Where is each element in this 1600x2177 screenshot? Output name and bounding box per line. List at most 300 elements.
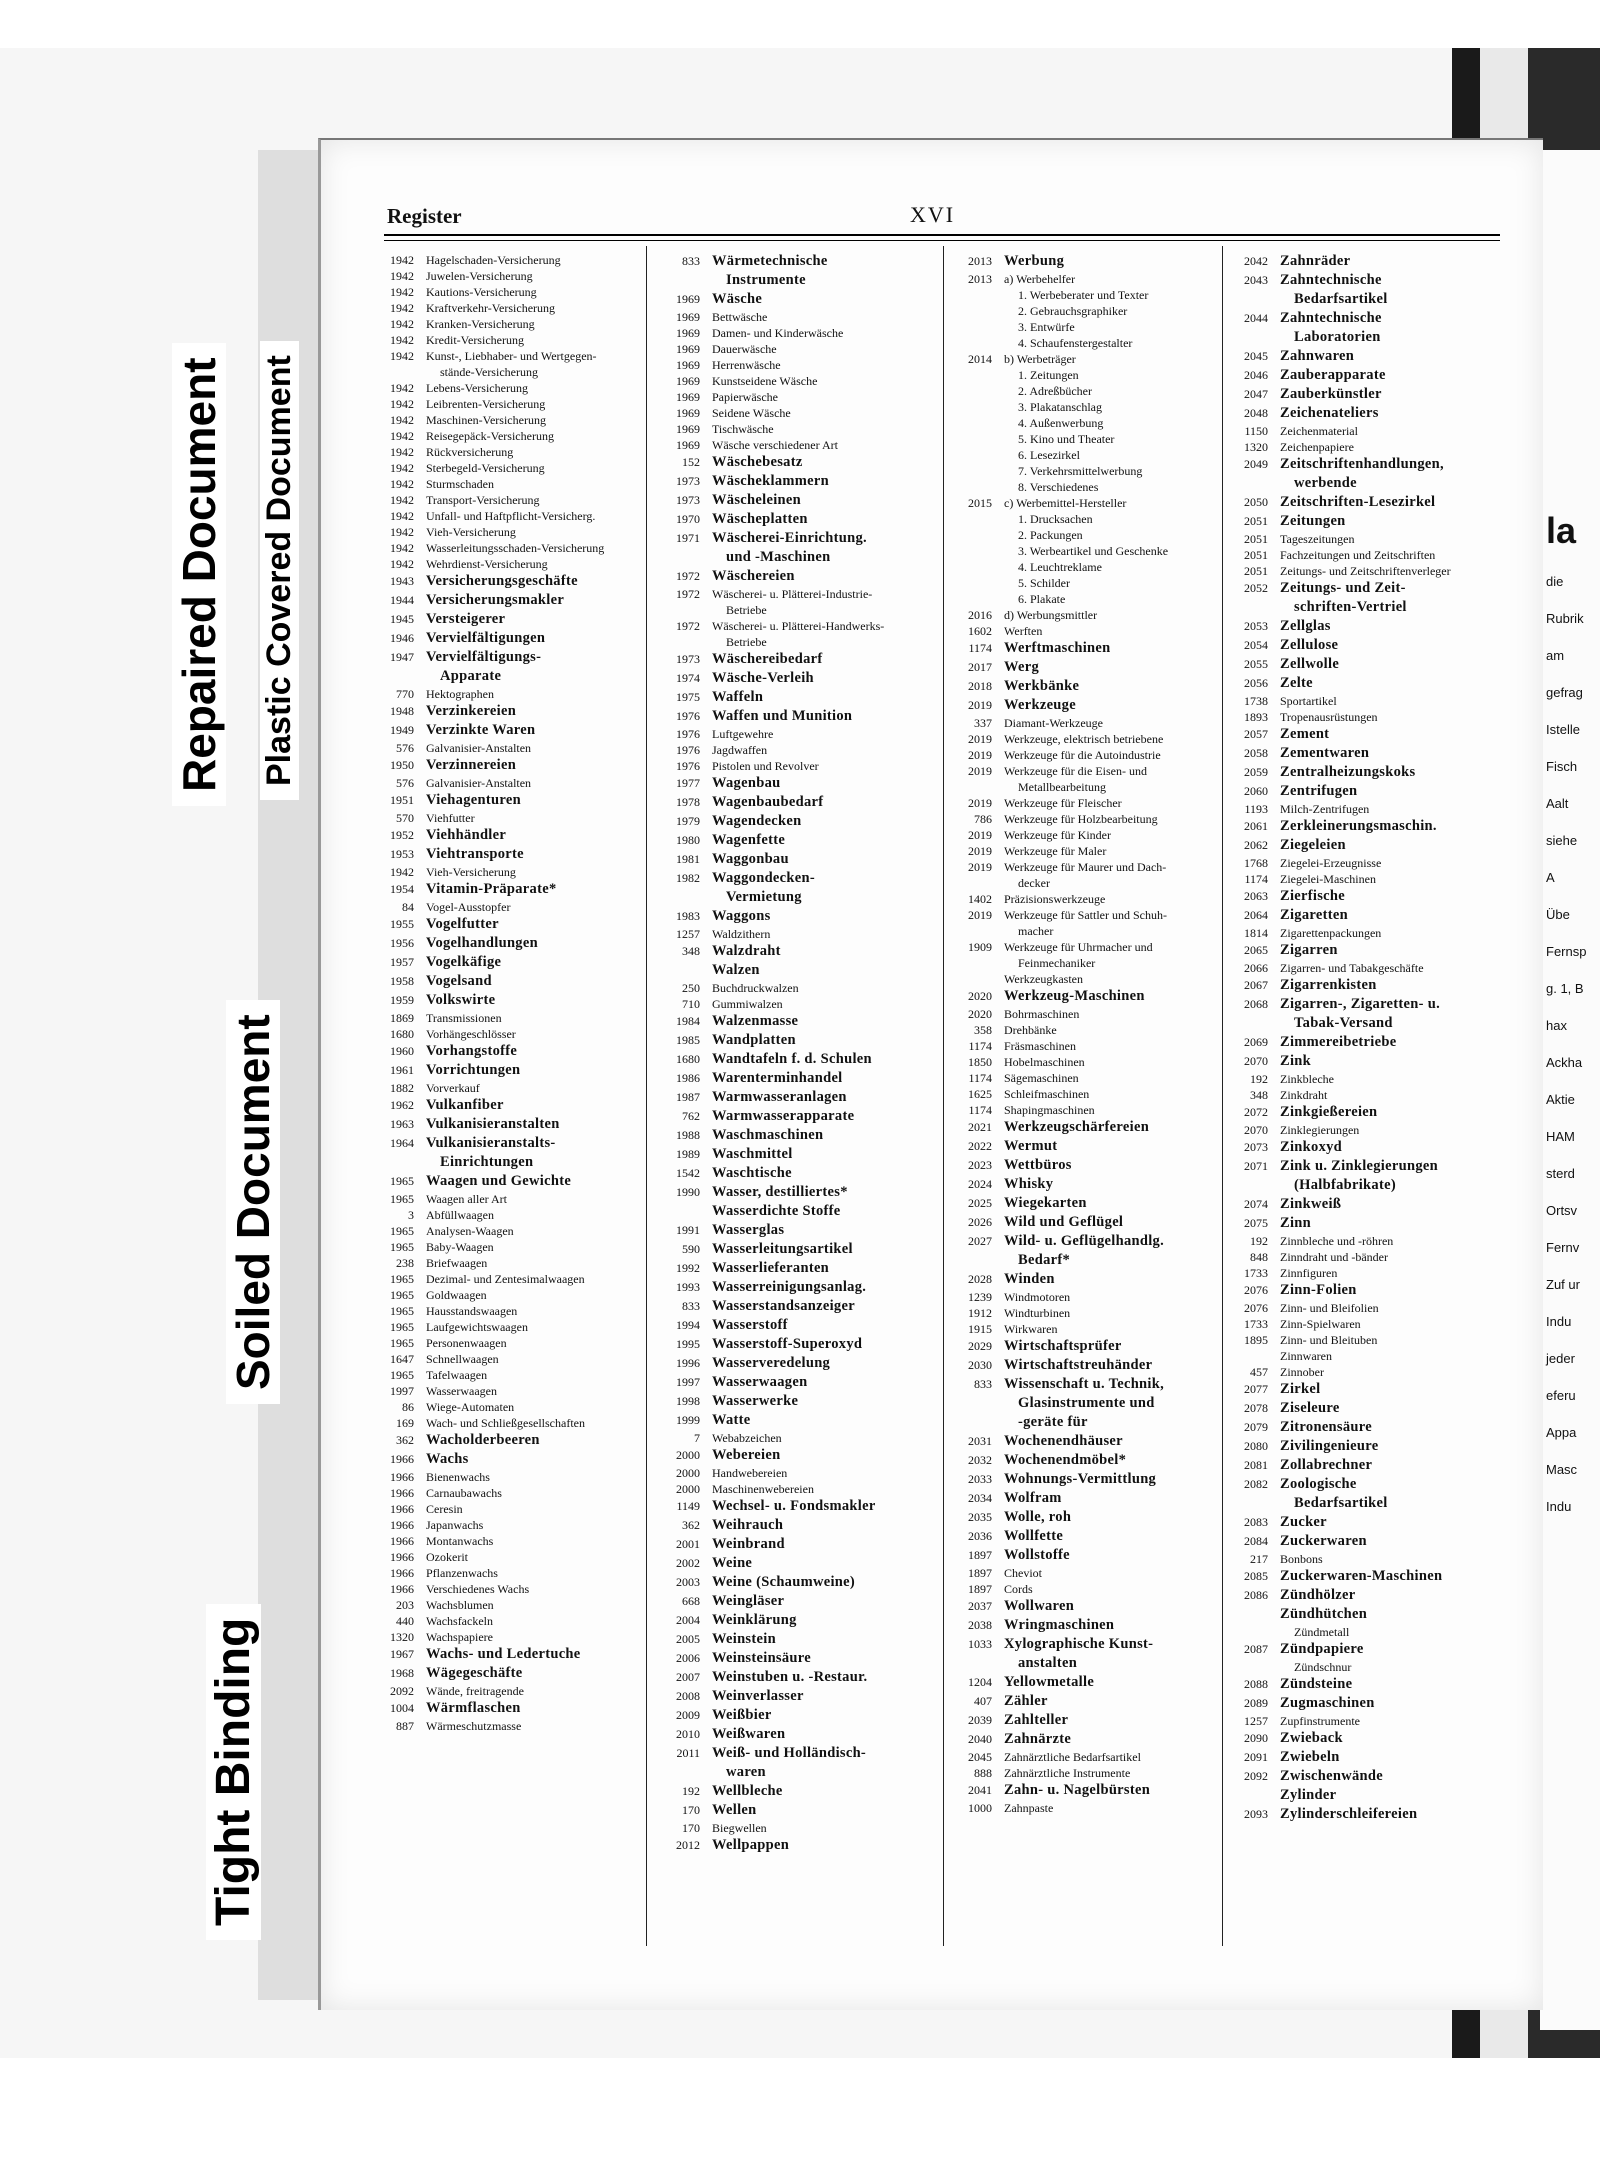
entry-label: Zementwaren xyxy=(1280,745,1370,761)
neighbor-fragment: Ortsv xyxy=(1546,1203,1578,1218)
neighbor-fragment: Istelle xyxy=(1546,722,1580,737)
entry-number: 2011 xyxy=(676,1746,700,1760)
index-entry xyxy=(1226,725,1516,744)
entry-label: Wacholderbeeren xyxy=(426,1432,540,1448)
index-entry xyxy=(658,980,940,996)
index-entry xyxy=(950,1086,1220,1102)
index-entry xyxy=(372,1335,642,1351)
entry-number: 1976 xyxy=(676,743,700,757)
entry-label: Bonbons xyxy=(1280,1552,1323,1566)
entry-label: Zimmereibetriebe xyxy=(1280,1034,1397,1050)
entry-label: Wachspapiere xyxy=(426,1630,493,1644)
index-entry xyxy=(950,1581,1220,1597)
entry-label: Juwelen-Versicherung xyxy=(426,269,533,283)
index-entry xyxy=(950,383,1220,399)
entry-label: Kraftverkehr-Versicherung xyxy=(426,301,556,315)
index-entry xyxy=(950,415,1220,431)
entry-number: 888 xyxy=(974,1766,992,1780)
entry-number: 3 xyxy=(408,1208,414,1222)
entry-label: Zahnräder xyxy=(1280,253,1351,269)
entry-label: Wissenschaft u. Technik, xyxy=(1004,1376,1165,1392)
entry-number: 348 xyxy=(1250,1088,1268,1102)
entry-number: 1320 xyxy=(390,1630,414,1644)
entry-number: 1986 xyxy=(676,1071,700,1085)
entry-label: Waschtische xyxy=(712,1165,792,1181)
index-entry xyxy=(1226,1033,1516,1052)
entry-number: 2018 xyxy=(968,679,992,693)
index-entry xyxy=(658,1050,940,1069)
entry-number: 1943 xyxy=(390,574,414,588)
index-entry xyxy=(950,907,1220,923)
entry-label: Bettwäsche xyxy=(712,310,768,324)
entry-number: 1985 xyxy=(676,1033,700,1047)
entry-label: Werkzeuge für Holzbearbeitung xyxy=(1004,812,1158,826)
index-entry xyxy=(950,1635,1220,1654)
entry-number: 2093 xyxy=(1244,1807,1268,1821)
index-entry xyxy=(1226,1567,1516,1586)
index-entry xyxy=(950,543,1220,559)
entry-label: 6. Plakate xyxy=(1018,592,1066,606)
entry-number: 848 xyxy=(1250,1250,1268,1264)
entry-number: 238 xyxy=(396,1256,414,1270)
entry-label: und -Maschinen xyxy=(726,549,831,565)
entry-number: 2075 xyxy=(1244,1216,1268,1230)
entry-label: Werkzeuge für Kinder xyxy=(1004,828,1111,842)
entry-label: Lebens-Versicherung xyxy=(426,381,528,395)
entry-number: 1991 xyxy=(676,1223,700,1237)
entry-label: Versicherungsgeschäfte xyxy=(426,573,578,589)
entry-label: Hausstandswaagen xyxy=(426,1304,518,1318)
index-entry xyxy=(658,1164,940,1183)
entry-label: Werften xyxy=(1004,624,1043,638)
entry-number: 2058 xyxy=(1244,746,1268,760)
neighbor-fragment: A xyxy=(1546,870,1555,885)
index-entry xyxy=(372,1415,642,1431)
entry-number: 1976 xyxy=(676,709,700,723)
entry-number: 1647 xyxy=(390,1352,414,1366)
index-entry xyxy=(658,491,940,510)
entry-label: Wochenendhäuser xyxy=(1004,1433,1123,1449)
entry-label: Warmwasseranlagen xyxy=(712,1089,847,1105)
entry-label: Weine xyxy=(712,1555,753,1571)
entry-label: Werkzeuge für die Autoindustrie xyxy=(1004,748,1161,762)
entry-number: 1989 xyxy=(676,1147,700,1161)
index-entry xyxy=(1226,925,1516,941)
neighbor-fragment: Fernv xyxy=(1546,1240,1580,1255)
index-entry xyxy=(658,1316,940,1335)
entry-label: Werkzeugkasten xyxy=(1004,972,1083,986)
index-entry xyxy=(372,1613,642,1629)
entry-number: 1257 xyxy=(1244,1714,1268,1728)
index-entry xyxy=(1226,328,1516,347)
index-entry xyxy=(372,1645,642,1664)
index-entry xyxy=(1226,782,1516,801)
entry-label: Waagen aller Art xyxy=(426,1192,507,1206)
index-entry xyxy=(372,1517,642,1533)
entry-label: Waffeln xyxy=(712,689,764,705)
entry-label: Werg xyxy=(1004,659,1040,675)
entry-label: Waggondecken- xyxy=(712,870,815,886)
neighbor-fragment: la xyxy=(1546,510,1577,551)
entry-label: Vervielfältigungs- xyxy=(426,649,542,665)
entry-number: 1882 xyxy=(390,1081,414,1095)
index-entry xyxy=(1226,1364,1516,1380)
index-entry xyxy=(1226,366,1516,385)
index-entry xyxy=(1226,655,1516,674)
entry-label: Zucker xyxy=(1280,1514,1327,1530)
entry-label: Leibrenten-Versicherung xyxy=(426,397,546,411)
entry-number: 2025 xyxy=(968,1196,992,1210)
index-entry xyxy=(372,300,642,316)
index-entry xyxy=(658,888,940,907)
index-entry xyxy=(1226,1494,1516,1513)
entry-label: Wachsblumen xyxy=(426,1598,494,1612)
index-entry xyxy=(658,271,940,290)
index-entry xyxy=(658,357,940,373)
entry-label: Cheviot xyxy=(1004,1566,1042,1580)
index-entry xyxy=(372,845,642,864)
entry-label: Tropenausrüstungen xyxy=(1280,710,1378,724)
entry-label: Waldzithern xyxy=(712,927,771,941)
entry-number: 1193 xyxy=(1244,802,1268,816)
entry-number: 2014 xyxy=(968,352,992,366)
entry-label: Vieh-Versicherung xyxy=(426,865,516,879)
index-entry xyxy=(372,610,642,629)
entry-label: Vorrichtungen xyxy=(426,1062,521,1078)
index-entry xyxy=(372,428,642,444)
entry-label: Wärmeschutzmasse xyxy=(426,1719,522,1733)
entry-number: 1981 xyxy=(676,852,700,866)
entry-number: 1965 xyxy=(390,1174,414,1188)
entry-number: 2051 xyxy=(1244,548,1268,562)
index-entry xyxy=(372,915,642,934)
entry-label: Viehfutter xyxy=(426,811,475,825)
entry-number: 1942 xyxy=(390,445,414,459)
entry-number: 2036 xyxy=(968,1529,992,1543)
index-entry xyxy=(658,472,940,491)
entry-number: 2048 xyxy=(1244,406,1268,420)
entry-label: Wägegeschäfte xyxy=(426,1665,523,1681)
entry-number: 1968 xyxy=(390,1666,414,1680)
index-entry xyxy=(950,1038,1220,1054)
index-entry xyxy=(950,875,1220,891)
entry-label: Schleifmaschinen xyxy=(1004,1087,1090,1101)
index-entry xyxy=(658,907,940,926)
entry-label: Wagenfette xyxy=(712,832,786,848)
entry-label: Zentralheizungskoks xyxy=(1280,764,1416,780)
entry-label: Abfüllwaagen xyxy=(426,1208,494,1222)
index-entry xyxy=(950,479,1220,495)
entry-label: Ceresin xyxy=(426,1502,463,1516)
index-entry xyxy=(372,1718,642,1734)
entry-label: Sportartikel xyxy=(1280,694,1337,708)
entry-label: Bedarfsartikel xyxy=(1294,1495,1388,1511)
entry-label: Vulkanisieranstalten xyxy=(426,1116,560,1132)
entry-number: 2077 xyxy=(1244,1382,1268,1396)
index-entry xyxy=(658,850,940,869)
index-entry xyxy=(658,812,940,831)
entry-number: 1942 xyxy=(390,397,414,411)
entry-number: 1969 xyxy=(676,390,700,404)
entry-number: 2030 xyxy=(968,1358,992,1372)
entry-label: Zeitungs- und Zeitschriftenverleger xyxy=(1280,564,1451,578)
index-entry xyxy=(950,527,1220,543)
index-entry xyxy=(950,1451,1220,1470)
entry-label: Zahnärztliche Bedarfsartikel xyxy=(1004,1750,1141,1764)
entry-label: schriften-Vertriel xyxy=(1294,599,1407,615)
index-entry xyxy=(372,591,642,610)
index-entry xyxy=(950,1692,1220,1711)
index-entry xyxy=(372,556,642,572)
index-entry xyxy=(372,1080,642,1096)
entry-label: Walzdraht xyxy=(712,943,781,959)
index-entry xyxy=(1226,1214,1516,1233)
entry-number: 1997 xyxy=(390,1384,414,1398)
index-entry xyxy=(1226,1087,1516,1103)
entry-number: 2047 xyxy=(1244,387,1268,401)
index-entry xyxy=(372,348,642,364)
entry-label: Cords xyxy=(1004,1582,1033,1596)
entry-label: Präzisionswerkzeuge xyxy=(1004,892,1106,906)
entry-label: Zahn- u. Nagelbürsten xyxy=(1004,1782,1151,1798)
index-entry xyxy=(1226,1675,1516,1694)
index-entry xyxy=(950,271,1220,287)
entry-label: Briefwaagen xyxy=(426,1256,488,1270)
entry-label: Baby-Waagen xyxy=(426,1240,494,1254)
entry-number: 1733 xyxy=(1244,1317,1268,1331)
entry-label: Wandtafeln f. d. Schulen xyxy=(712,1051,872,1067)
entry-number: 2067 xyxy=(1244,978,1268,992)
index-entry xyxy=(372,1469,642,1485)
entry-number: 362 xyxy=(682,1518,700,1532)
entry-label: Webabzeichen xyxy=(712,1431,782,1445)
index-entry xyxy=(372,1287,642,1303)
index-entry xyxy=(372,1271,642,1287)
entry-number: 1994 xyxy=(676,1318,700,1332)
index-entry xyxy=(1226,1014,1516,1033)
index-entry xyxy=(1226,744,1516,763)
entry-label: Zupfinstrumente xyxy=(1280,1714,1360,1728)
entry-label: anstalten xyxy=(1018,1655,1078,1671)
entry-number: 1966 xyxy=(390,1534,414,1548)
entry-number: 1942 xyxy=(390,525,414,539)
entry-label: Warenterminhandel xyxy=(712,1070,843,1086)
entry-label: Wärmflaschen xyxy=(426,1700,521,1716)
index-entry xyxy=(1226,906,1516,925)
entry-label: Zahnärztliche Instrumente xyxy=(1004,1766,1131,1780)
index-entry xyxy=(950,1527,1220,1546)
entry-label: Zigarren xyxy=(1280,942,1338,958)
entry-number: 2033 xyxy=(968,1472,992,1486)
entry-number: 2002 xyxy=(676,1556,700,1570)
entry-label: Wasserleitungsartikel xyxy=(712,1241,853,1257)
entry-label: Vorhängeschlösser xyxy=(426,1027,516,1041)
index-entry xyxy=(950,463,1220,479)
neighbor-fragment: Appa xyxy=(1546,1425,1577,1440)
index-entry xyxy=(658,1012,940,1031)
entry-number: 762 xyxy=(682,1109,700,1123)
entry-number: 2027 xyxy=(968,1234,992,1248)
entry-label: Wärmetechnische xyxy=(712,253,828,269)
entry-number: 2000 xyxy=(676,1466,700,1480)
entry-label: Betriebe xyxy=(726,603,767,617)
index-entry xyxy=(658,1183,940,1202)
index-entry xyxy=(372,1303,642,1319)
entry-label: Carnaubawachs xyxy=(426,1486,502,1500)
entry-label: Vitamin-Präparate* xyxy=(426,881,557,897)
entry-label: Wirkwaren xyxy=(1004,1322,1058,1336)
entry-label: Wäschereien xyxy=(712,568,795,584)
index-entry xyxy=(658,1535,940,1554)
entry-label: Diamant-Werkzeuge xyxy=(1004,716,1103,730)
index-entry xyxy=(372,1026,642,1042)
entry-label: Zwiebeln xyxy=(1280,1749,1340,1765)
entry-label: Wasserreinigungsanlag. xyxy=(712,1279,867,1295)
entry-label: Weinsteinsäure xyxy=(712,1650,811,1666)
entry-label: Damen- und Kinderwäsche xyxy=(712,326,844,340)
entry-label: Zinnwaren xyxy=(1280,1349,1332,1363)
entry-label: Hektographen xyxy=(426,687,494,701)
entry-number: 1893 xyxy=(1244,710,1268,724)
entry-number: 2064 xyxy=(1244,908,1268,922)
entry-number: 2037 xyxy=(968,1599,992,1613)
entry-label: Wiege-Automaten xyxy=(426,1400,515,1414)
entry-number: 2019 xyxy=(968,764,992,778)
index-entry xyxy=(1226,1316,1516,1332)
entry-label: Windmotoren xyxy=(1004,1290,1071,1304)
index-entry xyxy=(1226,1418,1516,1437)
index-entry xyxy=(950,1765,1220,1781)
index-entry xyxy=(950,795,1220,811)
index-entry xyxy=(372,444,642,460)
entry-label: Kranken-Versicherung xyxy=(426,317,535,331)
entry-number: 2060 xyxy=(1244,784,1268,798)
index-entry xyxy=(372,721,642,740)
entry-label: Wagendecken xyxy=(712,813,802,829)
index-entry xyxy=(950,1546,1220,1565)
index-entry xyxy=(372,756,642,775)
index-entry xyxy=(1226,674,1516,693)
index-entry xyxy=(1226,252,1516,271)
entry-label: 6. Lesezirkel xyxy=(1018,448,1080,462)
entry-number: 2019 xyxy=(968,844,992,858)
index-entry xyxy=(950,1175,1220,1194)
entry-label: Wettbüros xyxy=(1004,1157,1072,1173)
entry-number: 2078 xyxy=(1244,1401,1268,1415)
neighbor-fragment: siehe xyxy=(1546,833,1578,848)
entry-number: 1969 xyxy=(676,342,700,356)
entry-number: 2017 xyxy=(968,660,992,674)
index-entry xyxy=(950,1118,1220,1137)
index-entry xyxy=(1226,1052,1516,1071)
entry-label: Zinnober xyxy=(1280,1365,1324,1379)
index-entry xyxy=(950,1213,1220,1232)
entry-number: 1950 xyxy=(390,758,414,772)
entry-number: 7 xyxy=(694,1431,700,1445)
entry-label: Bedarf* xyxy=(1018,1252,1071,1268)
index-entry xyxy=(372,316,642,332)
entry-number: 2080 xyxy=(1244,1439,1268,1453)
entry-number: 1966 xyxy=(390,1566,414,1580)
entry-label: Werkzeuge xyxy=(1004,697,1076,713)
entry-number: 2059 xyxy=(1244,765,1268,779)
entry-number: 86 xyxy=(402,1400,414,1414)
entry-number: 2019 xyxy=(968,796,992,810)
entry-number: 1174 xyxy=(968,1071,992,1085)
entry-number: 1972 xyxy=(676,587,700,601)
index-entry xyxy=(658,1744,940,1763)
entry-label: waren xyxy=(726,1764,766,1780)
entry-number: 152 xyxy=(682,455,700,469)
index-entry xyxy=(950,1022,1220,1038)
entry-number: 1965 xyxy=(390,1304,414,1318)
neighbor-page-fragments xyxy=(1540,150,1600,2030)
entry-label: Wirtschaftstreuhänder xyxy=(1004,1357,1153,1373)
entry-label: Wolle, roh xyxy=(1004,1509,1072,1525)
index-entry xyxy=(658,1088,940,1107)
entry-label: Wände, freitragende xyxy=(426,1684,524,1698)
entry-number: 348 xyxy=(682,944,700,958)
entry-label: Warmwasserapparate xyxy=(712,1108,855,1124)
entry-label: Milch-Zentrifugen xyxy=(1280,802,1370,816)
entry-number: 2039 xyxy=(968,1713,992,1727)
entry-label: Zinn-Spielwaren xyxy=(1280,1317,1361,1331)
entry-number: 1984 xyxy=(676,1014,700,1028)
entry-label: Verschiedenes Wachs xyxy=(426,1582,530,1596)
entry-label: Analysen-Waagen xyxy=(426,1224,514,1238)
index-entry xyxy=(658,309,940,325)
entry-label: Waggonbau xyxy=(712,851,789,867)
entry-label: Zahnärzte xyxy=(1004,1731,1072,1747)
entry-label: Zylinderschleifereien xyxy=(1280,1806,1418,1822)
entry-label: Wagenbau xyxy=(712,775,781,791)
index-entry xyxy=(950,955,1220,971)
index-entry xyxy=(658,961,940,980)
entry-number: 1942 xyxy=(390,301,414,315)
index-column-2 xyxy=(658,252,940,1855)
entry-label: Glasinstrumente und xyxy=(1018,1395,1155,1411)
entry-number: 1948 xyxy=(390,704,414,718)
entry-number: 2022 xyxy=(968,1139,992,1153)
entry-number: 2012 xyxy=(676,1838,700,1852)
entry-label: Kunst-, Liebhaber- und Wertgegen- xyxy=(426,349,597,363)
index-entry xyxy=(372,572,642,591)
index-entry xyxy=(1226,801,1516,817)
entry-number: 1969 xyxy=(676,310,700,324)
index-entry xyxy=(658,1497,940,1516)
entry-label: 1. Werbeberater und Texter xyxy=(1018,288,1149,302)
entry-label: a) Werbehelfer xyxy=(1004,272,1076,286)
index-entry xyxy=(950,859,1220,875)
entry-number: 1996 xyxy=(676,1356,700,1370)
index-entry xyxy=(658,1706,940,1725)
entry-label: Wollstoffe xyxy=(1004,1547,1070,1563)
entry-number: 1204 xyxy=(968,1675,992,1689)
entry-number: 2052 xyxy=(1244,581,1268,595)
entry-number: 1969 xyxy=(676,374,700,388)
index-entry xyxy=(658,421,940,437)
index-entry xyxy=(950,1289,1220,1305)
entry-label: Maschinen-Versicherung xyxy=(426,413,546,427)
index-entry xyxy=(658,669,940,688)
entry-number: 1946 xyxy=(390,631,414,645)
index-entry xyxy=(950,431,1220,447)
index-entry xyxy=(372,702,642,721)
index-entry xyxy=(658,405,940,421)
index-entry xyxy=(1226,1249,1516,1265)
index-entry xyxy=(950,623,1220,639)
entry-number: 2023 xyxy=(968,1158,992,1172)
